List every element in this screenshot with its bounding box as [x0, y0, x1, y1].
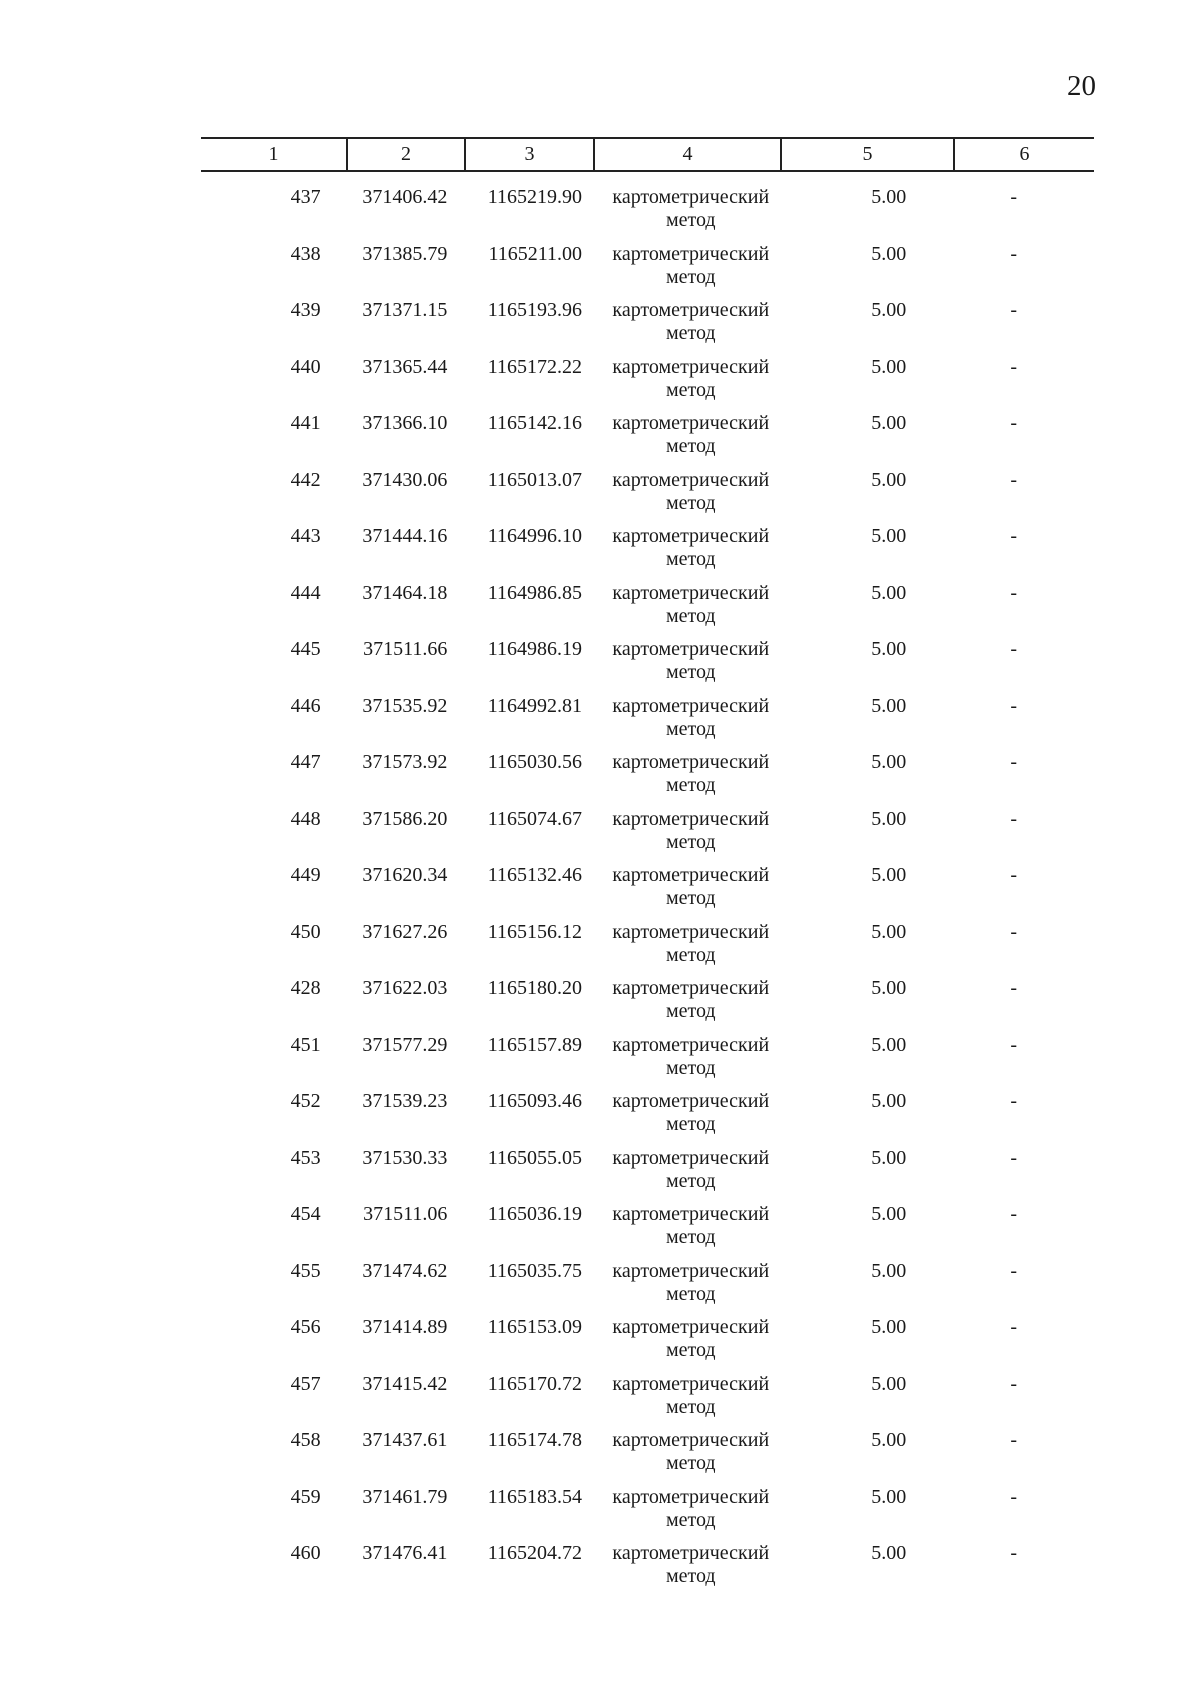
coordinate-y: 1165211.00	[488, 242, 583, 265]
extra-value: -	[1010, 1372, 1018, 1395]
method-line-1: картометрический	[612, 1033, 770, 1056]
extra-value: -	[1010, 468, 1018, 491]
table-row	[201, 977, 1094, 1034]
extra-value: -	[1010, 694, 1018, 717]
point-number: 440	[290, 355, 321, 378]
extra-value: -	[1010, 242, 1018, 265]
method-line-2: метод	[665, 1395, 716, 1418]
point-number: 450	[290, 920, 321, 943]
determination-method	[598, 864, 784, 921]
column-header-4: 4	[593, 139, 780, 170]
method-line-2: метод	[665, 1056, 716, 1079]
table-row	[201, 921, 1094, 978]
coordinate-y: 1165093.46	[487, 1090, 583, 1112]
extra-value: -	[1010, 1316, 1018, 1338]
method-line-2: метод	[665, 887, 716, 909]
table-row	[201, 1542, 1094, 1599]
coordinate-y: 1164986.19	[487, 638, 583, 660]
method-line-1: картометрический	[612, 694, 770, 717]
coordinate-y: 1165157.89	[487, 1033, 583, 1056]
accuracy-value: 5.00	[871, 1259, 907, 1282]
extra-value: -	[1010, 1542, 1018, 1564]
accuracy-value: 5.00	[871, 1316, 907, 1338]
extra-value: -	[1010, 1090, 1018, 1112]
determination-method	[598, 638, 784, 695]
method-line-2: метод	[665, 1000, 716, 1022]
table-row	[201, 751, 1094, 808]
accuracy-value: 5.00	[871, 1090, 907, 1112]
table-row	[201, 186, 1094, 243]
point-number: 454	[290, 1203, 321, 1225]
extra-value: -	[1010, 920, 1018, 943]
method-line-1: картометрический	[612, 1542, 770, 1564]
method-line-2: метод	[665, 830, 716, 853]
table-row	[201, 1034, 1094, 1091]
extra-value: -	[1010, 751, 1018, 773]
point-number: 459	[290, 1485, 321, 1508]
coordinate-x: 371365.44	[362, 355, 448, 378]
point-number: 458	[290, 1429, 321, 1451]
extra-value: -	[1010, 299, 1018, 321]
accuracy-value: 5.00	[871, 1146, 907, 1169]
coordinate-x: 371476.41	[362, 1542, 448, 1564]
point-number: 453	[290, 1146, 321, 1169]
coordinate-y: 1165036.19	[487, 1203, 583, 1225]
determination-method	[598, 1486, 784, 1543]
determination-method	[598, 412, 784, 469]
method-line-2: метод	[665, 943, 716, 966]
coordinate-x: 371415.42	[362, 1372, 448, 1395]
table-row	[201, 808, 1094, 865]
method-line-1: картометрический	[612, 1090, 770, 1112]
determination-method	[598, 1542, 784, 1599]
method-line-1: картометрический	[612, 751, 770, 773]
point-number: 438	[290, 242, 321, 265]
point-number: 441	[290, 412, 321, 434]
coordinate-y: 1165183.54	[487, 1485, 583, 1508]
method-line-1: картометрический	[612, 1372, 770, 1395]
coordinate-y: 1164986.85	[487, 581, 583, 604]
coordinate-y: 1165035.75	[487, 1259, 583, 1282]
coordinate-x: 371464.18	[362, 581, 448, 604]
point-number: 444	[290, 581, 321, 604]
extra-value: -	[1010, 807, 1018, 830]
method-line-1: картометрический	[612, 1316, 770, 1338]
determination-method	[598, 1429, 784, 1486]
method-line-2: метод	[665, 717, 716, 740]
extra-value: -	[1010, 1429, 1018, 1451]
table-body	[201, 186, 1094, 1599]
method-line-2: метод	[665, 378, 716, 401]
coordinate-y: 1165174.78	[487, 1429, 583, 1451]
coordinate-y: 1165142.16	[487, 412, 583, 434]
accuracy-value: 5.00	[871, 1542, 907, 1564]
determination-method	[598, 808, 784, 865]
coordinate-y: 1165132.46	[487, 864, 583, 886]
extra-value: -	[1010, 638, 1018, 660]
coordinate-y: 1165074.67	[487, 807, 583, 830]
coordinate-x: 371511.66	[363, 638, 448, 660]
point-number: 456	[290, 1316, 321, 1338]
coordinate-x: 371622.03	[362, 977, 448, 999]
point-number: 446	[290, 694, 321, 717]
coordinate-x: 371430.06	[362, 468, 448, 491]
table-row	[201, 1260, 1094, 1317]
table-row	[201, 1203, 1094, 1260]
accuracy-value: 5.00	[871, 977, 907, 999]
table-row	[201, 1486, 1094, 1543]
determination-method	[598, 469, 784, 526]
method-line-1: картометрический	[612, 638, 770, 660]
coordinate-x: 371577.29	[362, 1033, 448, 1056]
accuracy-value: 5.00	[871, 1485, 907, 1508]
table-row	[201, 1090, 1094, 1147]
accuracy-value: 5.00	[871, 186, 907, 208]
method-line-1: картометрический	[612, 1259, 770, 1282]
coordinate-x: 371586.20	[362, 807, 448, 830]
extra-value: -	[1010, 1033, 1018, 1056]
coordinate-y: 1164992.81	[487, 694, 583, 717]
method-line-2: метод	[665, 661, 716, 683]
accuracy-value: 5.00	[871, 581, 907, 604]
point-number: 428	[290, 977, 321, 999]
extra-value: -	[1010, 864, 1018, 886]
coordinate-x: 371444.16	[362, 525, 448, 547]
point-number: 445	[290, 638, 321, 660]
method-line-1: картометрический	[612, 977, 770, 999]
determination-method	[598, 1316, 784, 1373]
method-line-2: метод	[665, 1565, 716, 1587]
determination-method	[598, 1260, 784, 1317]
table-row	[201, 243, 1094, 300]
accuracy-value: 5.00	[871, 1203, 907, 1225]
determination-method	[598, 751, 784, 808]
method-line-1: картометрический	[612, 299, 770, 321]
column-header-5: 5	[780, 139, 953, 170]
method-line-1: картометрический	[612, 920, 770, 943]
point-number: 447	[290, 751, 321, 773]
method-line-1: картометрический	[612, 1485, 770, 1508]
extra-value: -	[1010, 1203, 1018, 1225]
extra-value: -	[1010, 1485, 1018, 1508]
table-row	[201, 1147, 1094, 1204]
accuracy-value: 5.00	[871, 1033, 907, 1056]
accuracy-value: 5.00	[871, 864, 907, 886]
method-line-1: картометрический	[612, 355, 770, 378]
determination-method	[598, 1034, 784, 1091]
table-row	[201, 356, 1094, 413]
point-number: 442	[290, 468, 321, 491]
method-line-1: картометрический	[612, 1429, 770, 1451]
coordinate-x: 371366.10	[362, 412, 448, 434]
determination-method	[598, 1090, 784, 1147]
coordinate-y: 1165204.72	[487, 1542, 583, 1564]
coordinate-x: 371437.61	[362, 1429, 448, 1451]
point-number: 460	[290, 1542, 321, 1564]
accuracy-value: 5.00	[871, 355, 907, 378]
method-line-2: метод	[665, 604, 716, 627]
point-number: 439	[290, 299, 321, 321]
coordinate-x: 371414.89	[362, 1316, 448, 1338]
coordinate-y: 1165055.05	[487, 1146, 583, 1169]
point-number: 452	[290, 1090, 321, 1112]
method-line-2: метод	[665, 1508, 716, 1531]
method-line-1: картометрический	[612, 864, 770, 886]
method-line-1: картометрический	[612, 581, 770, 604]
coordinate-x: 371461.79	[362, 1485, 448, 1508]
extra-value: -	[1010, 977, 1018, 999]
point-number: 443	[290, 525, 321, 547]
point-number: 437	[290, 186, 321, 208]
coordinate-x: 371530.33	[362, 1146, 448, 1169]
method-line-2: метод	[665, 491, 716, 514]
coordinate-x: 371539.23	[362, 1090, 448, 1112]
coordinate-y: 1165170.72	[487, 1372, 583, 1395]
coordinate-x: 371535.92	[362, 694, 448, 717]
method-line-2: метод	[665, 1339, 716, 1361]
coordinate-x: 371573.92	[362, 751, 448, 773]
table-row	[201, 864, 1094, 921]
determination-method	[598, 977, 784, 1034]
coordinate-x: 371385.79	[362, 242, 448, 265]
table-row	[201, 299, 1094, 356]
extra-value: -	[1010, 525, 1018, 547]
determination-method	[598, 356, 784, 413]
determination-method	[598, 1203, 784, 1260]
method-line-2: метод	[665, 1226, 716, 1248]
point-number: 449	[290, 864, 321, 886]
coordinate-y: 1165030.56	[487, 751, 583, 773]
determination-method	[598, 582, 784, 639]
coordinate-x: 371627.26	[362, 920, 448, 943]
determination-method	[598, 243, 784, 300]
accuracy-value: 5.00	[871, 751, 907, 773]
table-row	[201, 638, 1094, 695]
point-number: 455	[290, 1259, 321, 1282]
determination-method	[598, 299, 784, 356]
coordinate-y: 1165013.07	[487, 468, 583, 491]
column-header-2: 2	[346, 139, 464, 170]
extra-value: -	[1010, 355, 1018, 378]
method-line-2: метод	[665, 265, 716, 288]
extra-value: -	[1010, 1146, 1018, 1169]
accuracy-value: 5.00	[871, 412, 907, 434]
coordinate-y: 1165180.20	[487, 977, 583, 999]
method-line-1: картометрический	[612, 412, 770, 434]
coordinate-y: 1165219.90	[487, 186, 583, 208]
determination-method	[598, 186, 784, 243]
accuracy-value: 5.00	[871, 920, 907, 943]
determination-method	[598, 695, 784, 752]
point-number: 448	[290, 807, 321, 830]
method-line-2: метод	[665, 548, 716, 570]
coordinate-x: 371474.62	[362, 1259, 448, 1282]
determination-method	[598, 525, 784, 582]
coordinate-x: 371620.34	[362, 864, 448, 886]
coordinate-y: 1165156.12	[487, 920, 583, 943]
table-row	[201, 469, 1094, 526]
coordinate-x: 371406.42	[362, 186, 448, 208]
method-line-2: метод	[665, 774, 716, 796]
point-number: 457	[290, 1372, 321, 1395]
point-number: 451	[290, 1033, 321, 1056]
coordinate-y: 1164996.10	[487, 525, 583, 547]
method-line-1: картометрический	[612, 468, 770, 491]
coordinate-y: 1165193.96	[487, 299, 583, 321]
table-row	[201, 1373, 1094, 1430]
coordinate-x: 371371.15	[362, 299, 448, 321]
accuracy-value: 5.00	[871, 807, 907, 830]
coordinate-x: 371511.06	[363, 1203, 448, 1225]
method-line-1: картометрический	[612, 807, 770, 830]
accuracy-value: 5.00	[871, 242, 907, 265]
extra-value: -	[1010, 186, 1018, 208]
coordinate-y: 1165172.22	[487, 355, 583, 378]
column-header-3: 3	[464, 139, 593, 170]
method-line-1: картометрический	[612, 1203, 770, 1225]
accuracy-value: 5.00	[871, 525, 907, 547]
method-line-2: метод	[665, 1452, 716, 1474]
accuracy-value: 5.00	[871, 1429, 907, 1451]
accuracy-value: 5.00	[871, 638, 907, 660]
coordinate-y: 1165153.09	[487, 1316, 583, 1338]
method-line-1: картометрический	[612, 525, 770, 547]
table-row	[201, 1316, 1094, 1373]
accuracy-value: 5.00	[871, 468, 907, 491]
determination-method	[598, 1373, 784, 1430]
method-line-1: картометрический	[612, 186, 770, 208]
extra-value: -	[1010, 581, 1018, 604]
table-row	[201, 412, 1094, 469]
extra-value: -	[1010, 412, 1018, 434]
page-number: 20	[1067, 70, 1096, 102]
table-row	[201, 1429, 1094, 1486]
table-row	[201, 582, 1094, 639]
method-line-2: метод	[665, 209, 716, 231]
method-line-1: картометрический	[612, 1146, 770, 1169]
table-row	[201, 525, 1094, 582]
determination-method	[598, 1147, 784, 1204]
method-line-2: метод	[665, 1113, 716, 1135]
method-line-2: метод	[665, 435, 716, 457]
determination-method	[598, 921, 784, 978]
method-line-2: метод	[665, 1169, 716, 1192]
accuracy-value: 5.00	[871, 694, 907, 717]
extra-value: -	[1010, 1259, 1018, 1282]
method-line-2: метод	[665, 322, 716, 344]
accuracy-value: 5.00	[871, 299, 907, 321]
table-header	[201, 137, 1094, 172]
method-line-1: картометрический	[612, 242, 770, 265]
method-line-2: метод	[665, 1282, 716, 1305]
column-header-1: 1	[268, 143, 279, 165]
column-header-6: 6	[953, 139, 1094, 170]
table-row	[201, 695, 1094, 752]
accuracy-value: 5.00	[871, 1372, 907, 1395]
